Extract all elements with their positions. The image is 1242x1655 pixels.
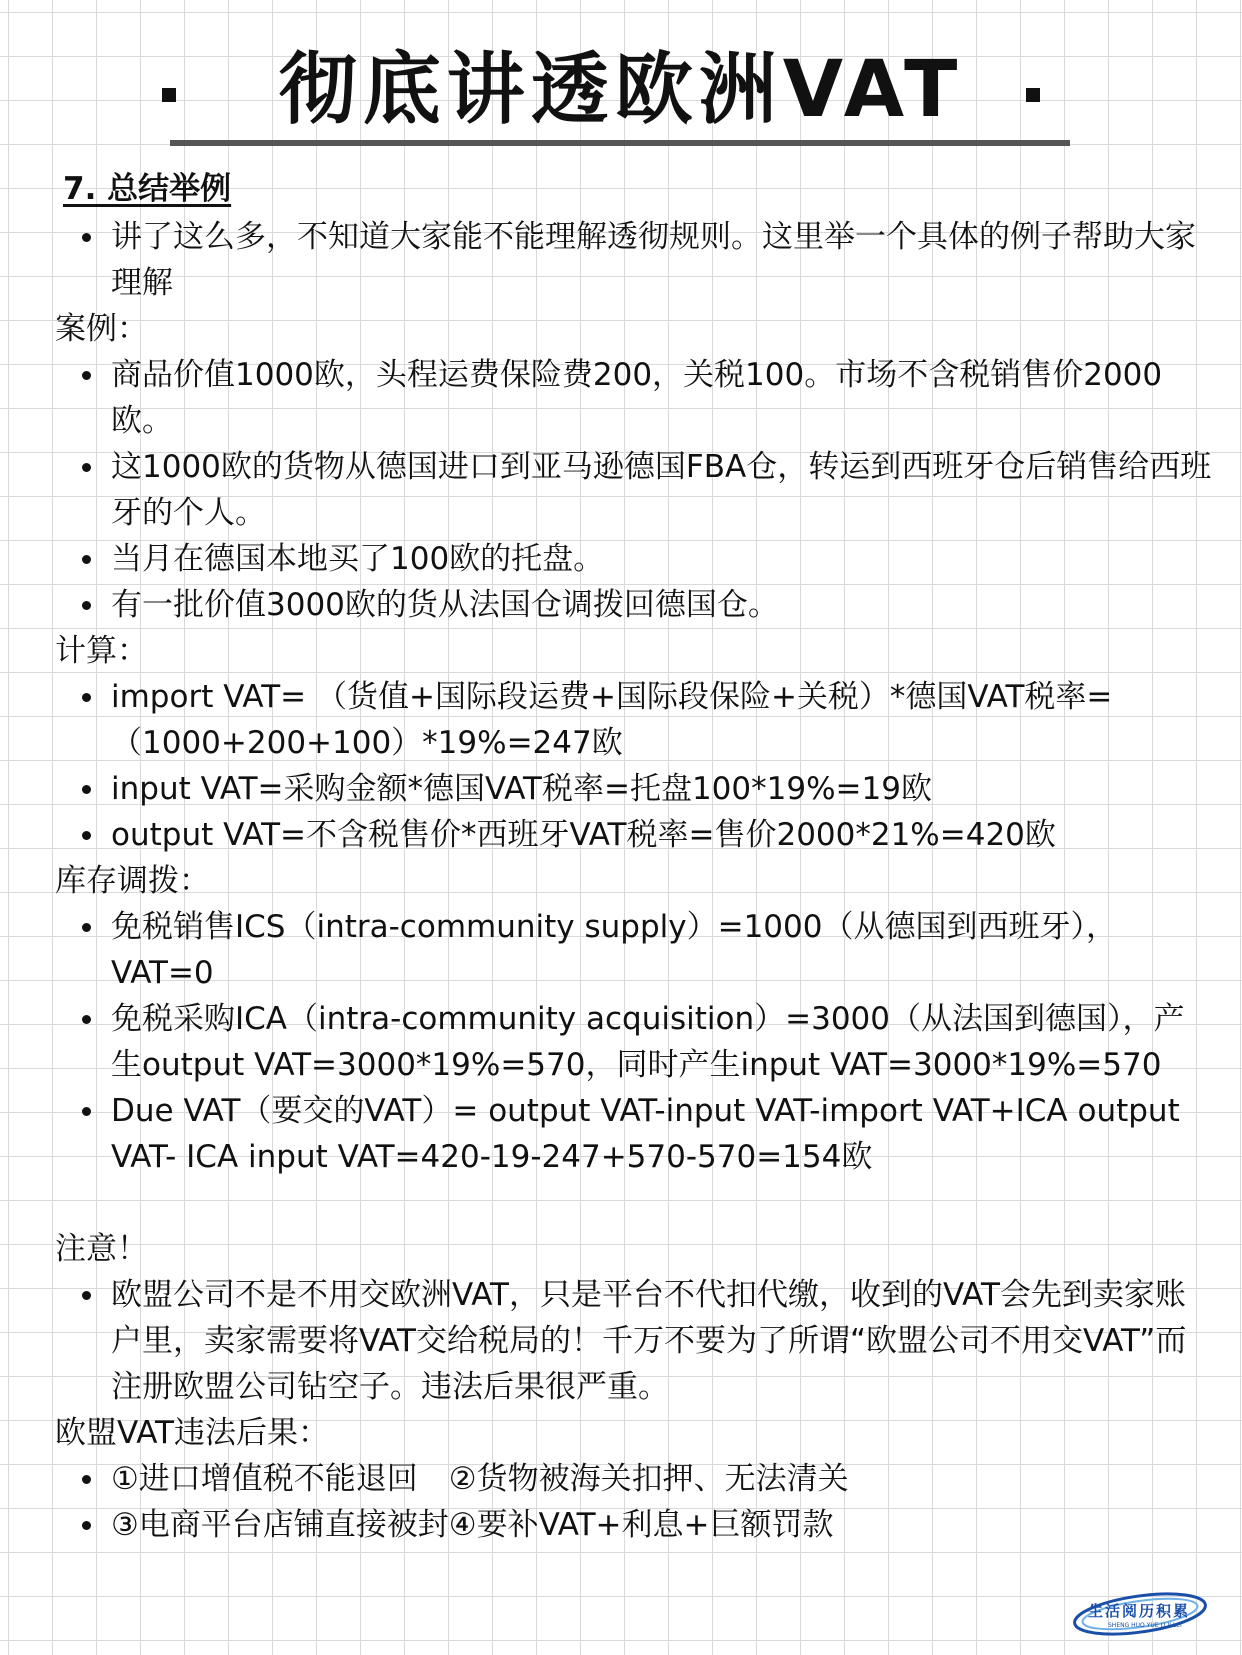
list-item: output VAT=不含税售价*西班牙VAT税率=售价2000*21%=420欧 — [55, 812, 1215, 858]
list-item: 商品价值1000欧，头程运费保险费200，关税100。市场不含税销售价2000欧。 — [55, 352, 1215, 444]
watermark-logo — [1068, 1584, 1228, 1644]
page-title: 彻底讲透欧洲VAT — [278, 45, 964, 135]
transfer-label: 库存调拨： — [55, 863, 210, 899]
logo-text: 生活阅历积累 — [1088, 1602, 1191, 1620]
note-list — [55, 1272, 1215, 1410]
section-heading: 7. 总结举例 — [63, 171, 232, 207]
list-item: 有一批价值3000欧的货从法国仓调拨回德国仓。 — [55, 582, 1215, 628]
list-item: 当月在德国本地买了100欧的托盘。 — [55, 536, 1215, 582]
list-item: 免税销售ICS（intra-community supply）=1000（从德国到西班牙），VAT=0 — [55, 904, 1215, 996]
list-item: Due VAT（要交的VAT）= output VAT-input VAT-import VAT+ICA output VAT- ICA input VAT=420-19-247+570-570=154欧 — [55, 1088, 1215, 1180]
list-item: 这1000欧的货物从德国进口到亚马逊德国FBA仓，转运到西班牙仓后销售给西班牙的个人。 — [55, 444, 1215, 536]
calc-label: 计算： — [55, 633, 148, 669]
consequence-label: 欧盟VAT违法后果： — [55, 1415, 329, 1451]
title-container — [0, 40, 1242, 140]
list-item: ①进口增值税不能退回 ②货物被海关扣押、无法清关 — [55, 1456, 1215, 1502]
list-item: 讲了这么多，不知道大家能不能理解透彻规则。这里举一个具体的例子帮助大家理解 — [55, 214, 1215, 306]
note-label: 注意！ — [55, 1231, 148, 1267]
calc-list — [55, 674, 1215, 858]
transfer-list — [55, 904, 1215, 1180]
blank-spacer — [55, 1180, 1215, 1226]
case-list — [55, 352, 1215, 628]
consequence-list — [55, 1456, 1215, 1548]
list-item: 免税采购ICA（intra-community acquisition）=3000（从法国到德国），产生output VAT=3000*19%=570，同时产生input VAT=3000*19%=570 — [55, 996, 1215, 1088]
logo-subtext: SHENG HUO YUE LI JI LEI — [1108, 1622, 1182, 1629]
list-item: input VAT=采购金额*德国VAT税率=托盘100*19%=19欧 — [55, 766, 1215, 812]
case-label: 案例： — [55, 311, 148, 347]
list-item: ③电商平台店铺直接被封④要补VAT+利息+巨额罚款 — [55, 1502, 1215, 1548]
title-right-dot — [1026, 88, 1040, 102]
title-underline-divider — [170, 140, 1070, 146]
intro-list — [55, 214, 1215, 306]
main-content — [55, 166, 1215, 1548]
list-item: 欧盟公司不是不用交欧洲VAT，只是平台不代扣代缴，收到的VAT会先到卖家账户里，卖家需要将VAT交给税局的！千万不要为了所谓“欧盟公司不用交VAT”而注册欧盟公司钻空子。违法后果很严重。 — [55, 1272, 1215, 1410]
list-item: import VAT= （货值+国际段运费+国际段保险+关税）*德国VAT税率=（1000+200+100）*19%=247欧 — [55, 674, 1215, 766]
